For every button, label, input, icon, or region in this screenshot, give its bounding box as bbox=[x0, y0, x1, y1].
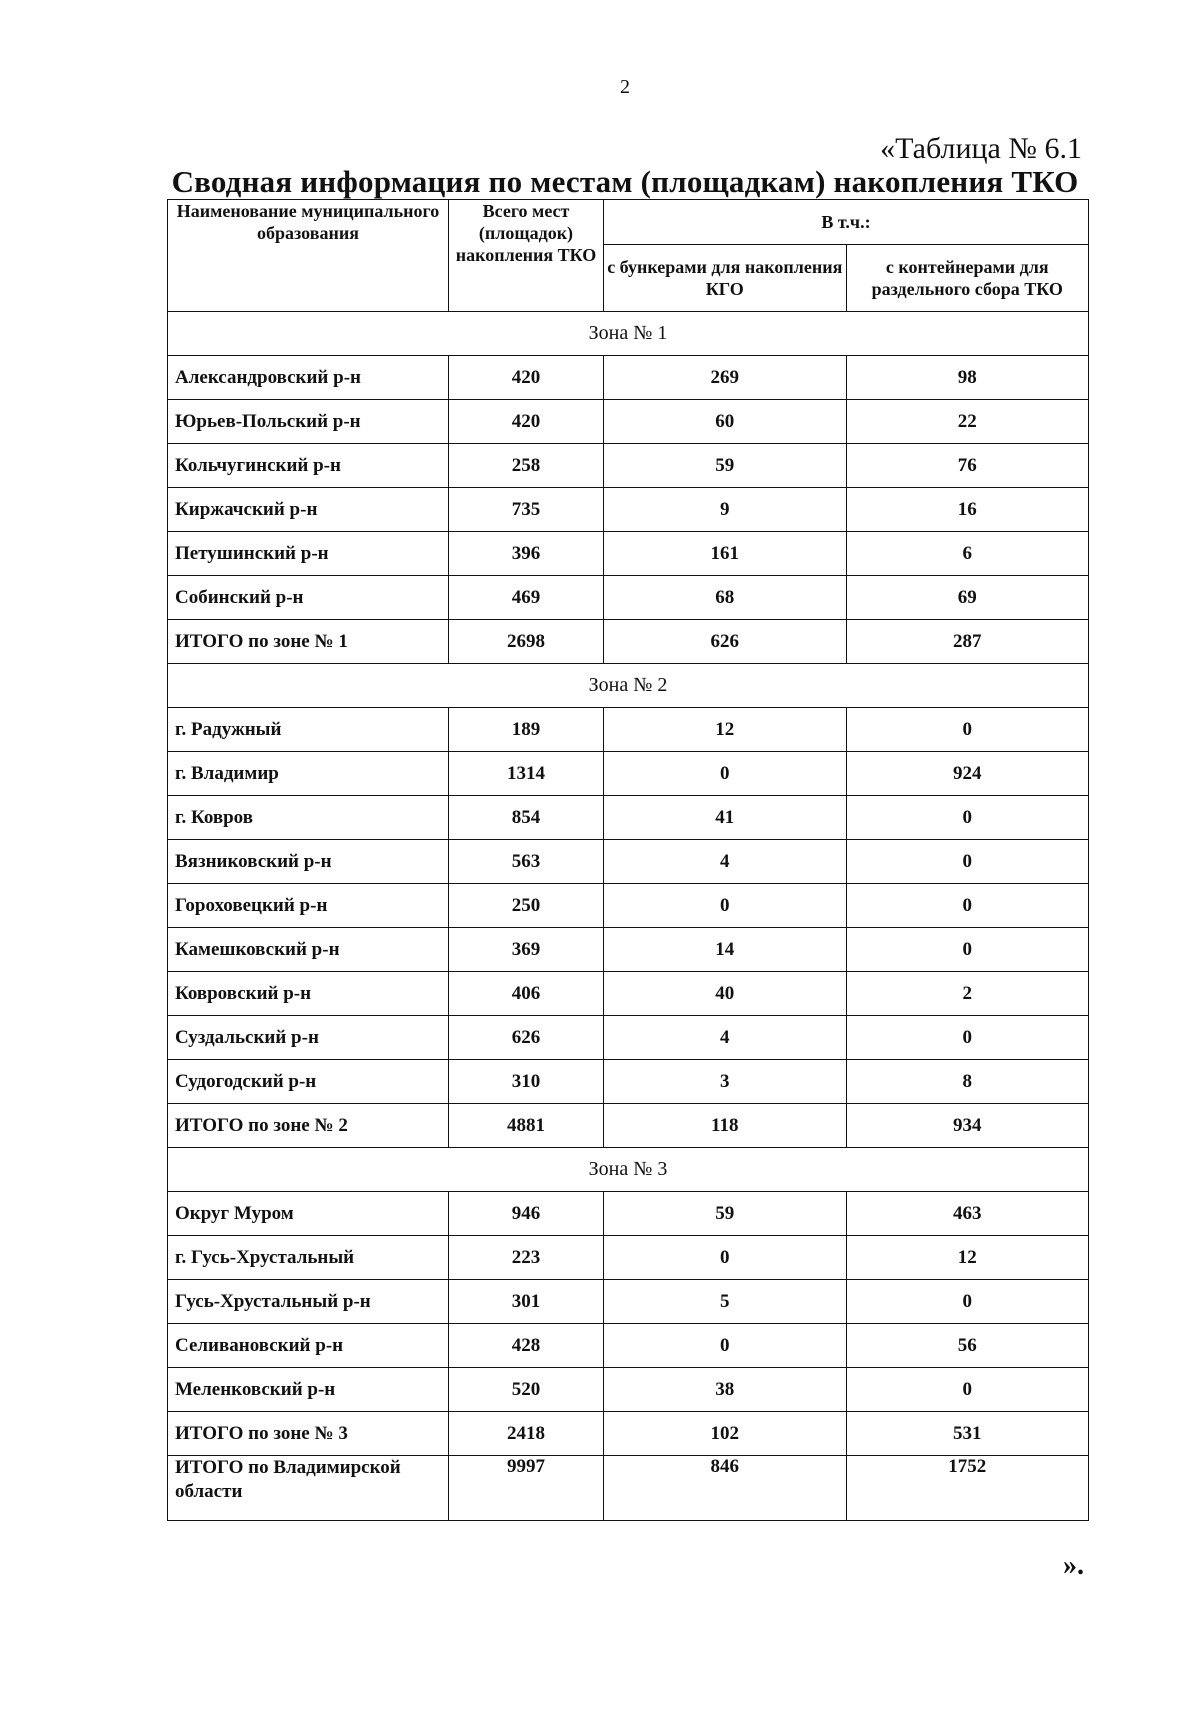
grand-total-sites: 9997 bbox=[449, 1456, 604, 1521]
bunkers-value: 3 bbox=[604, 1060, 847, 1104]
containers-value: 98 bbox=[846, 356, 1089, 400]
bunkers-value: 0 bbox=[604, 1236, 847, 1280]
table-row bbox=[168, 1236, 1089, 1280]
total-sites-value: 310 bbox=[449, 1060, 604, 1104]
containers-value: 2 bbox=[846, 972, 1089, 1016]
zone-total-row bbox=[168, 1412, 1089, 1456]
table-row bbox=[168, 1324, 1089, 1368]
table-header bbox=[168, 200, 1089, 312]
table-row bbox=[168, 1280, 1089, 1324]
municipality-name: Камешковский р-н bbox=[168, 928, 449, 972]
municipality-name: Петушинский р-н bbox=[168, 532, 449, 576]
containers-value: 531 bbox=[846, 1412, 1089, 1456]
municipality-name: г. Радужный bbox=[168, 708, 449, 752]
total-sites-value: 406 bbox=[449, 972, 604, 1016]
table-row bbox=[168, 400, 1089, 444]
zone-header-row bbox=[168, 664, 1089, 708]
containers-value: 12 bbox=[846, 1236, 1089, 1280]
table-row bbox=[168, 1368, 1089, 1412]
bunkers-value: 0 bbox=[604, 884, 847, 928]
total-sites-value: 626 bbox=[449, 1016, 604, 1060]
total-sites-value: 396 bbox=[449, 532, 604, 576]
containers-value: 76 bbox=[846, 444, 1089, 488]
bunkers-value: 4 bbox=[604, 840, 847, 884]
total-sites-value: 946 bbox=[449, 1192, 604, 1236]
containers-value: 934 bbox=[846, 1104, 1089, 1148]
header-total-sites: Всего мест (площадок) накопления ТКО bbox=[449, 200, 604, 312]
containers-value: 0 bbox=[846, 796, 1089, 840]
containers-value: 22 bbox=[846, 400, 1089, 444]
table-row bbox=[168, 884, 1089, 928]
total-sites-value: 428 bbox=[449, 1324, 604, 1368]
document-title: Сводная информация по местам (площадкам) накопления ТКО bbox=[171, 164, 1079, 199]
containers-value: 0 bbox=[846, 1368, 1089, 1412]
bunkers-value: 0 bbox=[604, 752, 847, 796]
total-sites-value: 2418 bbox=[449, 1412, 604, 1456]
table-row bbox=[168, 972, 1089, 1016]
grand-total-containers: 1752 bbox=[846, 1456, 1089, 1521]
zone-header-row bbox=[168, 1148, 1089, 1192]
table-row bbox=[168, 752, 1089, 796]
zone-label: Зона № 3 bbox=[168, 1148, 1089, 1192]
municipality-name: Вязниковский р-н bbox=[168, 840, 449, 884]
table-row bbox=[168, 708, 1089, 752]
total-sites-value: 4881 bbox=[449, 1104, 604, 1148]
total-sites-value: 301 bbox=[449, 1280, 604, 1324]
municipality-name: г. Гусь-Хрустальный bbox=[168, 1236, 449, 1280]
municipality-name: Киржачский р-н bbox=[168, 488, 449, 532]
municipality-name: г. Ковров bbox=[168, 796, 449, 840]
bunkers-value: 269 bbox=[604, 356, 847, 400]
bunkers-value: 14 bbox=[604, 928, 847, 972]
bunkers-value: 4 bbox=[604, 1016, 847, 1060]
containers-value: 8 bbox=[846, 1060, 1089, 1104]
municipality-name: ИТОГО по зоне № 1 bbox=[168, 620, 449, 664]
municipality-name: Кольчугинский р-н bbox=[168, 444, 449, 488]
municipality-name: Гусь-Хрустальный р-н bbox=[168, 1280, 449, 1324]
grand-total-name: ИТОГО по Владимирской области bbox=[168, 1456, 449, 1521]
municipality-name: Гороховецкий р-н bbox=[168, 884, 449, 928]
containers-value: 0 bbox=[846, 928, 1089, 972]
bunkers-value: 41 bbox=[604, 796, 847, 840]
table-row bbox=[168, 576, 1089, 620]
total-sites-value: 189 bbox=[449, 708, 604, 752]
table-row bbox=[168, 356, 1089, 400]
zone-label: Зона № 1 bbox=[168, 312, 1089, 356]
bunkers-value: 12 bbox=[604, 708, 847, 752]
municipality-name: Судогодский р-н bbox=[168, 1060, 449, 1104]
municipality-name: ИТОГО по зоне № 3 bbox=[168, 1412, 449, 1456]
closing-quote: ». bbox=[1063, 1550, 1084, 1581]
bunkers-value: 40 bbox=[604, 972, 847, 1016]
zone-label: Зона № 2 bbox=[168, 664, 1089, 708]
table-row bbox=[168, 532, 1089, 576]
bunkers-value: 9 bbox=[604, 488, 847, 532]
containers-value: 924 bbox=[846, 752, 1089, 796]
page-number: 2 bbox=[620, 76, 630, 98]
header-bunkers: с бункерами для накопления КГО bbox=[604, 245, 847, 312]
grand-total-row bbox=[168, 1456, 1089, 1521]
containers-value: 16 bbox=[846, 488, 1089, 532]
containers-value: 0 bbox=[846, 884, 1089, 928]
bunkers-value: 5 bbox=[604, 1280, 847, 1324]
municipality-name: Александровский р-н bbox=[168, 356, 449, 400]
total-sites-value: 854 bbox=[449, 796, 604, 840]
bunkers-value: 0 bbox=[604, 1324, 847, 1368]
municipality-name: Собинский р-н bbox=[168, 576, 449, 620]
containers-value: 0 bbox=[846, 840, 1089, 884]
table-row bbox=[168, 840, 1089, 884]
table-row bbox=[168, 928, 1089, 972]
total-sites-value: 258 bbox=[449, 444, 604, 488]
total-sites-value: 250 bbox=[449, 884, 604, 928]
total-sites-value: 420 bbox=[449, 356, 604, 400]
municipality-name: г. Владимир bbox=[168, 752, 449, 796]
total-sites-value: 369 bbox=[449, 928, 604, 972]
table-body bbox=[168, 312, 1089, 1521]
municipality-name: Юрьев-Польский р-н bbox=[168, 400, 449, 444]
table-row bbox=[168, 1016, 1089, 1060]
table-row bbox=[168, 488, 1089, 532]
bunkers-value: 59 bbox=[604, 444, 847, 488]
containers-value: 463 bbox=[846, 1192, 1089, 1236]
containers-value: 0 bbox=[846, 708, 1089, 752]
table-row bbox=[168, 1060, 1089, 1104]
containers-value: 0 bbox=[846, 1280, 1089, 1324]
municipality-name: Ковровский р-н bbox=[168, 972, 449, 1016]
total-sites-value: 1314 bbox=[449, 752, 604, 796]
bunkers-value: 626 bbox=[604, 620, 847, 664]
bunkers-value: 118 bbox=[604, 1104, 847, 1148]
bunkers-value: 59 bbox=[604, 1192, 847, 1236]
summary-table bbox=[167, 199, 1089, 1521]
total-sites-value: 735 bbox=[449, 488, 604, 532]
containers-value: 287 bbox=[846, 620, 1089, 664]
bunkers-value: 102 bbox=[604, 1412, 847, 1456]
municipality-name: Округ Муром bbox=[168, 1192, 449, 1236]
containers-value: 69 bbox=[846, 576, 1089, 620]
total-sites-value: 563 bbox=[449, 840, 604, 884]
total-sites-value: 223 bbox=[449, 1236, 604, 1280]
bunkers-value: 60 bbox=[604, 400, 847, 444]
containers-value: 0 bbox=[846, 1016, 1089, 1060]
table-row bbox=[168, 444, 1089, 488]
municipality-name: Селивановский р-н bbox=[168, 1324, 449, 1368]
header-including: В т.ч.: bbox=[604, 200, 1089, 245]
containers-value: 56 bbox=[846, 1324, 1089, 1368]
header-containers: с контейнерами для раздельного сбора ТКО bbox=[846, 245, 1089, 312]
table-label: «Таблица № 6.1 bbox=[880, 132, 1082, 165]
total-sites-value: 469 bbox=[449, 576, 604, 620]
bunkers-value: 161 bbox=[604, 532, 847, 576]
municipality-name: ИТОГО по зоне № 2 bbox=[168, 1104, 449, 1148]
table-row bbox=[168, 796, 1089, 840]
total-sites-value: 2698 bbox=[449, 620, 604, 664]
zone-total-row bbox=[168, 620, 1089, 664]
total-sites-value: 520 bbox=[449, 1368, 604, 1412]
containers-value: 6 bbox=[846, 532, 1089, 576]
municipality-name: Меленковский р-н bbox=[168, 1368, 449, 1412]
municipality-name: Суздальский р-н bbox=[168, 1016, 449, 1060]
bunkers-value: 68 bbox=[604, 576, 847, 620]
bunkers-value: 38 bbox=[604, 1368, 847, 1412]
total-sites-value: 420 bbox=[449, 400, 604, 444]
table-row bbox=[168, 1192, 1089, 1236]
grand-total-bunkers: 846 bbox=[604, 1456, 847, 1521]
header-municipality: Наименование муниципального образования bbox=[168, 200, 449, 312]
zone-header-row bbox=[168, 312, 1089, 356]
zone-total-row bbox=[168, 1104, 1089, 1148]
